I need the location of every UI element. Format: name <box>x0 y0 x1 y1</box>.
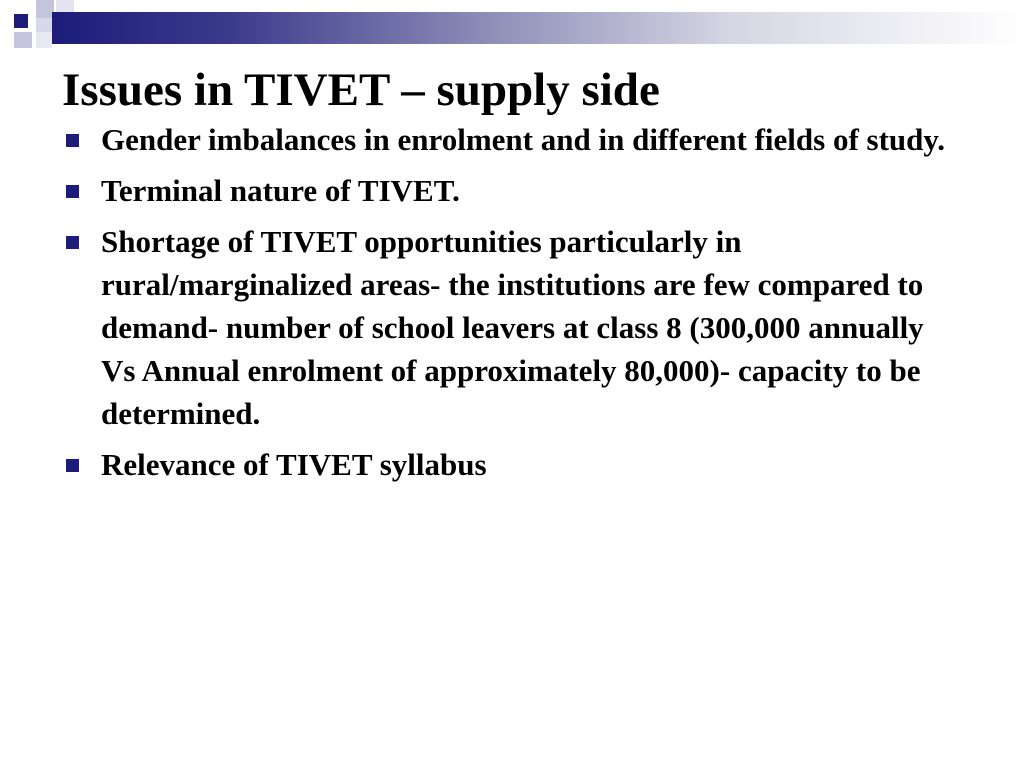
list-item <box>62 220 962 435</box>
bullet-text: Shortage of TIVET opportunities particularly in rural/marginalized areas- the institutions are few compared to demand- number of school leavers at class 8 (300,000 annually Vs Annual enrolment of approximately 80,000)- capacity to be determined. <box>101 224 924 431</box>
decorative-square <box>56 0 74 12</box>
bullet-text: Relevance of TIVET syllabus <box>101 447 487 482</box>
bullet-list <box>62 118 962 494</box>
header-gradient-bar <box>52 12 1024 44</box>
slide-title: Issues in TIVET – supply side <box>62 64 660 116</box>
square-bullet-icon <box>66 134 79 147</box>
square-bullet-icon <box>66 459 79 472</box>
decorative-square <box>14 14 28 28</box>
decorative-square <box>36 32 52 48</box>
list-item <box>62 118 962 161</box>
square-bullet-icon <box>66 236 79 249</box>
square-bullet-icon <box>66 185 79 198</box>
bullet-text: Terminal nature of TIVET. <box>101 173 460 208</box>
decorative-square <box>14 32 32 48</box>
list-item <box>62 169 962 212</box>
bullet-text: Gender imbalances in enrolment and in different fields of study. <box>101 122 945 157</box>
list-item <box>62 443 962 486</box>
